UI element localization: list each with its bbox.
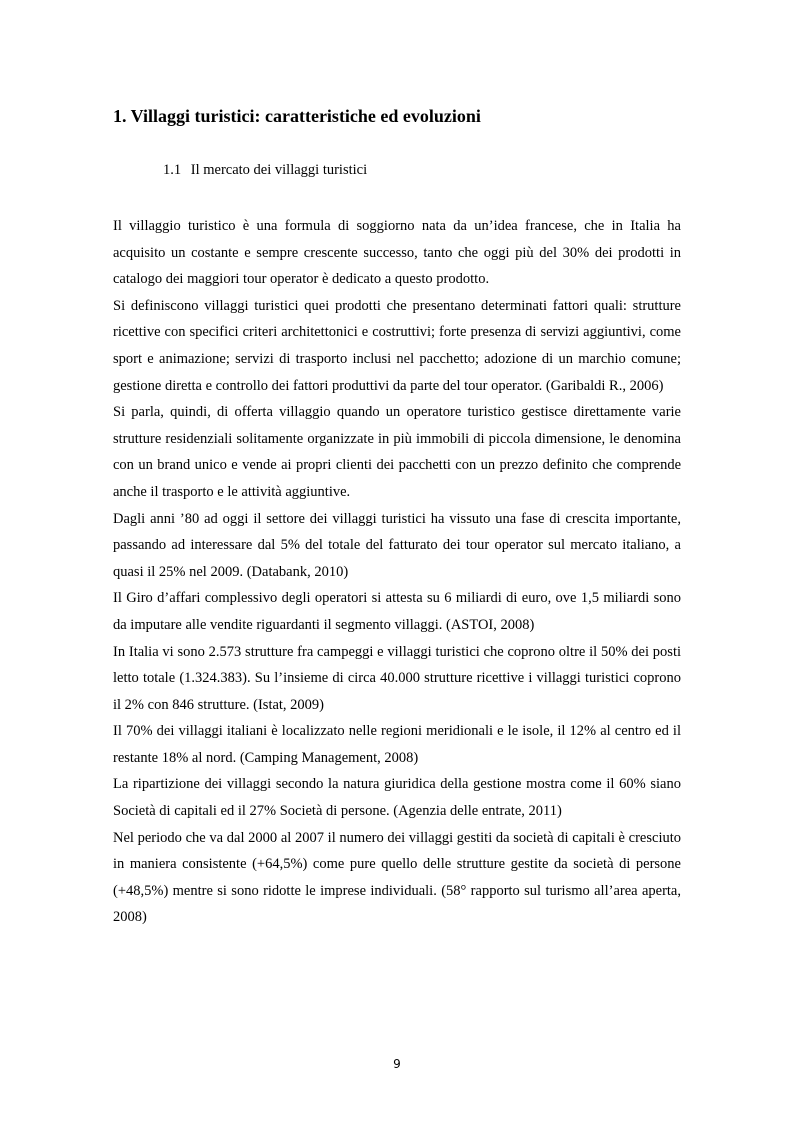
section-title: Il mercato dei villaggi turistici [190,162,368,178]
paragraph: La ripartizione dei villaggi secondo la natura giuridica della gestione mostra come il 60% siano Società di capitali ed il 27% Società di persone. (Agenzia delle entrate, 2011) [113,776,681,820]
paragraph: Il Giro d’affari complessivo degli operatori si attesta su 6 miliardi di euro, ove 1,5 miliardi sono da imputare alle vendite riguardanti il segmento villaggi. (ASTOI, 2008) [113,590,681,633]
paragraph: In Italia vi sono 2.573 strutture fra campeggi e villaggi turistici che coprono oltre il 50% dei posti letto totale (1.324.383). Su l’insieme di circa 40.000 strutture ricettive i villaggi turistici coprono il 2% con 846 strutture. (Istat, 2009) [113,643,681,713]
paragraph: Si parla, quindi, di offerta villaggio quando un operatore turistico gestisce direttamente varie strutture residenziali solitamente organizzate in più immobili di piccola dimensione, le denomina con un brand unico e vende ai propri clienti dei pacchetti con un prezzo definito che comprende anche il trasporto e le attività aggiuntive. [113,404,681,500]
paragraph: Si definiscono villaggi turistici quei prodotti che presentano determinati fattori quali: strutture ricettive con specifici criteri architettonici e costruttivi; forte presenza di servizi aggiuntivi, come sport e animazione; servizi di trasporto inclusi nel pacchetto; adozione di un marchio comune; gestione diretta e controllo dei fattori produttivi da parte del tour operator. (Garibaldi R., 2006) [113,297,681,394]
paragraph: Il 70% dei villaggi italiani è localizzato nelle regioni meridionali e le isole, il 12% al centro ed il restante 18% al nord. (Camping Management, 2008) [113,723,681,766]
section-heading [163,160,367,180]
section-number: 1.1 [163,162,182,178]
paragraph: Dagli anni ’80 ad oggi il settore dei villaggi turistici ha vissuto una fase di crescita importante, passando ad interessare dal 5% del totale del fatturato dei tour operator sul mercato italiano, a quasi il 25% nel 2009. (Databank, 2010) [113,510,681,580]
paragraph: Nel periodo che va dal 2000 al 2007 il numero dei villaggi gestiti da società di capitali è cresciuto in maniera consistente (+64,5%) come pure quello delle strutture gestite da società di persone (+48,5%) mentre si sono ridotte le imprese individuali. (58° rapporto sul turismo all’area aperta, 2008) [113,829,681,926]
paragraph: Il villaggio turistico è una formula di soggiorno nata da un’idea francese, che in Italia ha acquisito un costante e sempre crescente successo, tanto che oggi più del 30% dei prodotti in catalogo dei maggiori tour operator è dedicato a questo prodotto. [113,218,681,288]
body-text [113,213,681,931]
page-number: 9 [393,1057,401,1071]
chapter-title: 1. Villaggi turistici: caratteristiche ed evoluzioni [113,106,481,126]
